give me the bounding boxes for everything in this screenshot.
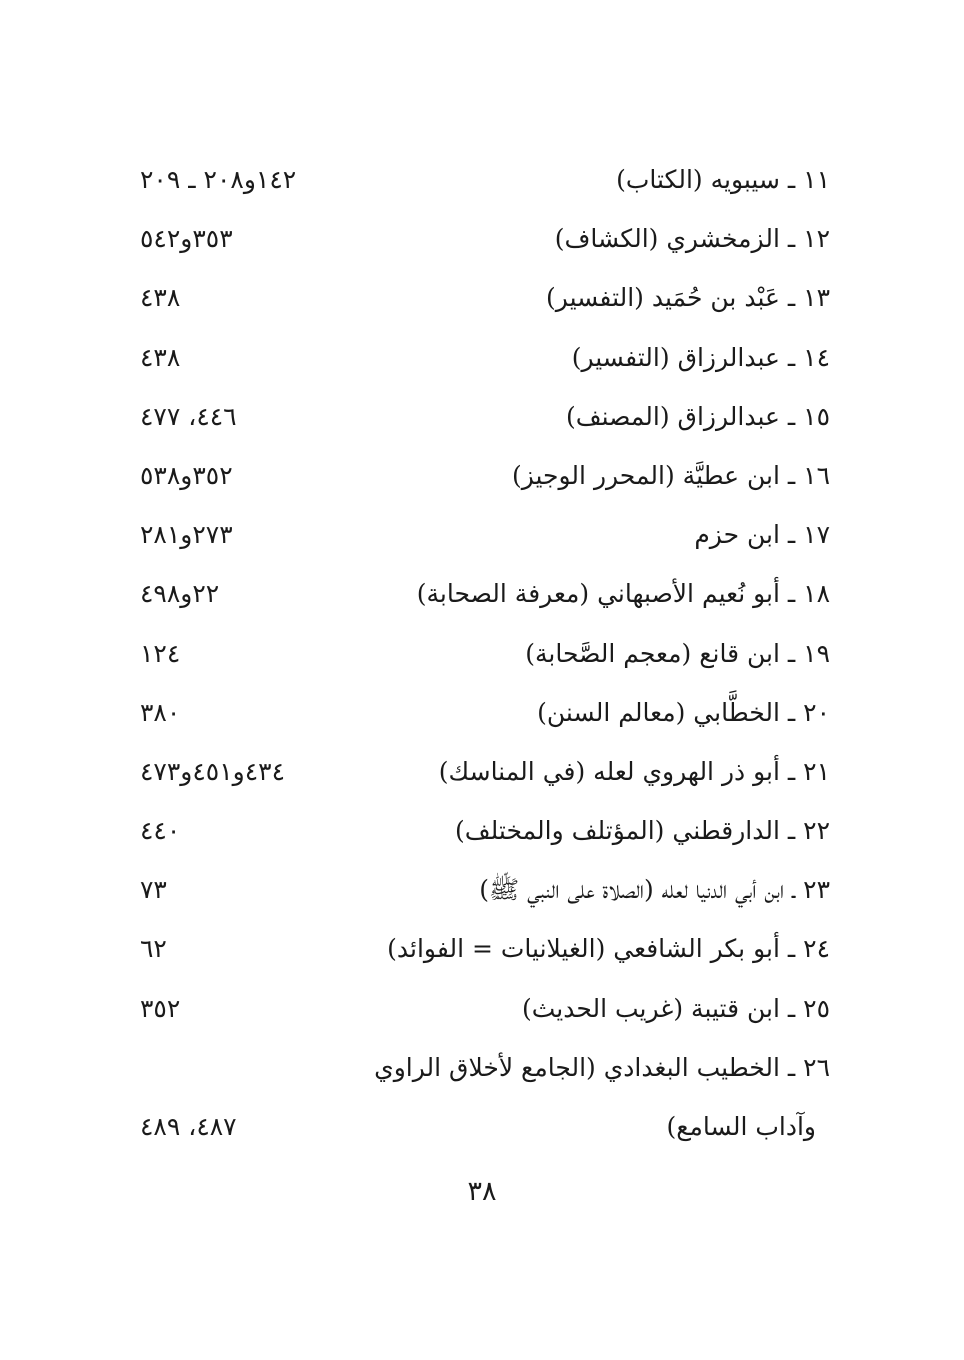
list-item [130,919,830,978]
entry-title: ٢٠ ـ الخطَّابي (معالم السنن) [537,697,830,727]
entry-pages: ٤٣٨ [140,283,181,313]
entry-title: ٢٦ ـ الخطيب البغدادي (الجامع لأخلاق الراوي [374,1052,830,1082]
list-item [130,387,830,446]
entry-title: ٢٢ ـ الدارقطني (المؤتلف والمختلف) [455,816,830,846]
entry-pages: ٤٤٦، ٤٧٧ [140,401,237,431]
entry-title: ١٤ ـ عبدالرزاق (التفسير) [571,342,830,372]
entry-title: ١٣ ـ عَبْد بن حُمَيد (التفسير) [546,283,830,313]
entry-pages: ٤٣٨ [140,342,181,372]
list-item [130,328,830,387]
list-item [130,742,830,801]
list-item [130,860,830,919]
list-item [130,801,830,860]
entry-pages: ٧٣ [140,875,167,905]
entry-title: ١١ ـ سيبويه (الكتاب) [616,165,830,194]
entry-pages: ٤٤٠ [140,816,181,846]
entry-pages: ١٤٢و٢٠٨ ـ ٢٠٩ [140,165,297,194]
entry-title: ١٩ ـ ابن قانع (معجم الصَّحابة) [525,638,830,668]
list-item [130,564,830,623]
page-number: ٣٨ [467,1176,497,1207]
entry-title: ٢٥ ـ ابن قتيبة (غريب الحديث) [521,993,830,1023]
entry-title: ١٢ ـ الزمخشري (الكشاف) [554,224,830,254]
entry-title: ١٧ ـ ابن حزم [694,520,830,550]
entry-title: ٢٣ ـ ابن أبي الدنيا لعله (الصلاة على النبي ﷺ) [479,875,830,905]
entry-title: ١٥ ـ عبدالرزاق (المصنف) [565,401,830,431]
list-item [130,150,830,209]
entry-pages: ٤٨٧، ٤٨٩ [140,1112,237,1141]
entry-pages: ٣٥٢و٥٣٨ [140,460,233,490]
list-item [130,624,830,683]
entry-pages: ٣٥٣و٥٤٢ [140,224,233,254]
entry-pages: ٢٧٣و٢٨١ [140,520,233,550]
list-item [130,209,830,268]
list-item [130,268,830,327]
entry-pages: ٣٥٢ [140,993,181,1023]
entry-title: ٢١ ـ أبو ذر الهروي لعله (في المناسك) [438,756,830,786]
entry-pages: ٢٢و٤٩٨ [140,579,220,609]
list-item [130,505,830,564]
list-item [130,1038,830,1097]
list-item [130,446,830,505]
entry-title: ٢٤ ـ أبو بكر الشافعي (الغيلانيات = الفوائد) [387,934,830,964]
entry-pages: ٦٢ [140,934,167,964]
entry-pages: ٤٣٤و٤٥١و٤٧٣ [140,756,286,786]
list-item [130,979,830,1038]
list-item [130,1097,830,1156]
references-list [130,150,830,1156]
entry-pages: ١٢٤ [140,638,181,668]
list-item [130,683,830,742]
entry-title: ١٨ ـ أبو نُعيم الأصبهاني (معرفة الصحابة) [416,579,830,609]
entry-title-continuation: وآداب السامع) [666,1112,816,1141]
entry-title: ١٦ ـ ابن عطيَّة (المحرر الوجيز) [511,460,830,490]
entry-pages: ٣٨٠ [140,697,181,727]
